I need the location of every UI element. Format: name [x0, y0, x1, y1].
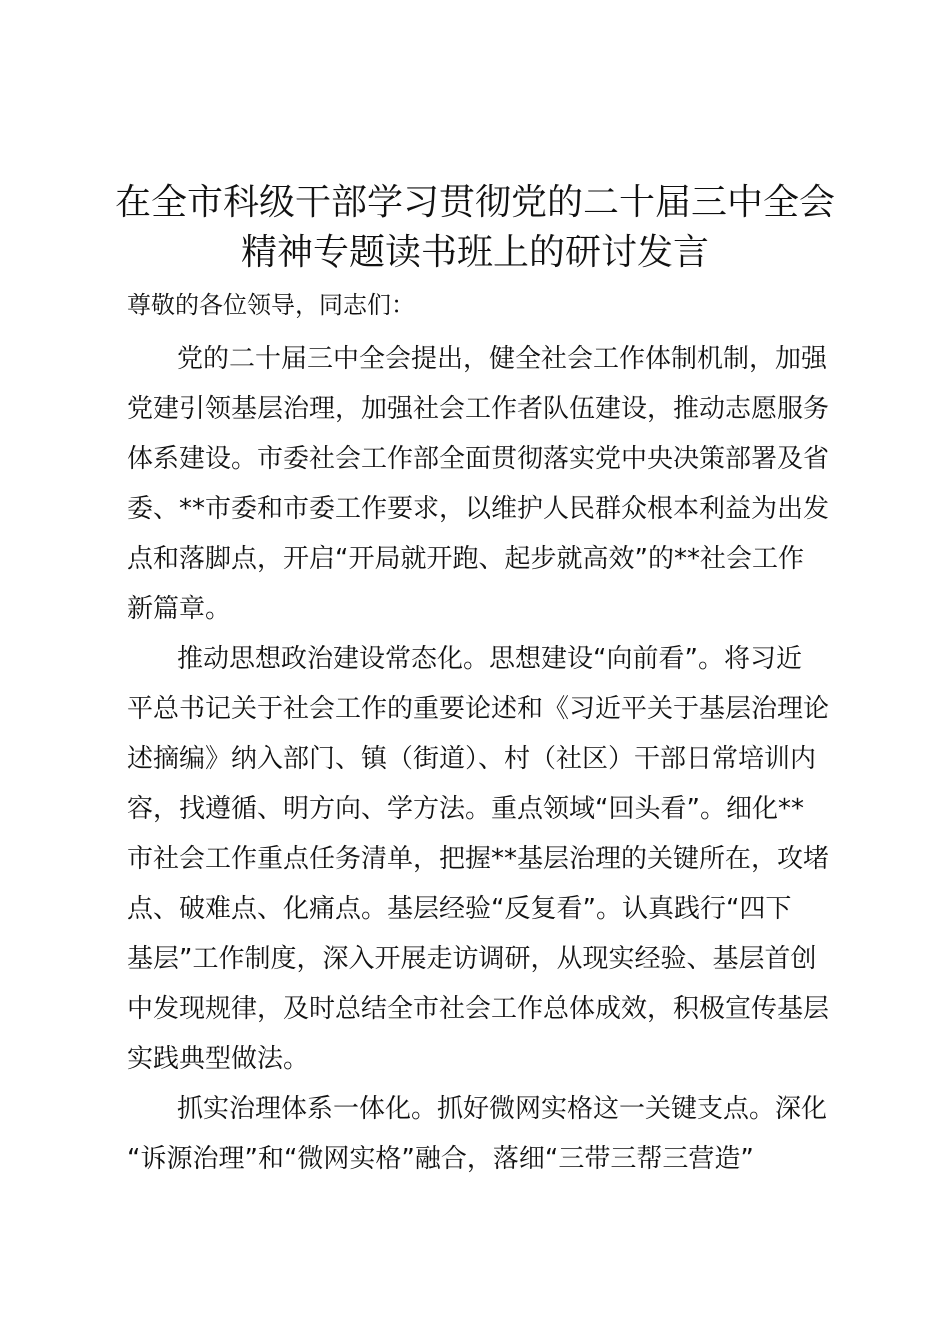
text-line: 点、破难点、化痛点。基层经验“反复看”。认真践行“四下 [127, 894, 792, 924]
text-line: 党建引领基层治理，加强社会工作者队伍建设，推动志愿服务 [127, 394, 830, 424]
text-line: 党的二十届三中全会提出，健全社会工作体制机制，加强 [177, 344, 828, 374]
greeting: 尊敬的各位领导，同志们： [127, 291, 415, 319]
document-title [110, 178, 840, 278]
title-line-2: 精神专题读书班上的研讨发言 [240, 232, 709, 273]
text-line: 平总书记关于社会工作的重要论述和《习近平关于基层治理论 [127, 694, 830, 724]
text-line: 基层”工作制度，深入开展走访调研，从现实经验、基层首创 [127, 944, 817, 974]
text-line: “诉源治理”和“微网实格”融合，落细“三带三帮三营造” [127, 1144, 754, 1174]
text-line: 市社会工作重点任务清单，把握**基层治理的关键所在，攻堵 [127, 844, 830, 874]
title-line-1: 在全市科级干部学习贯彻党的二十届三中全会 [114, 182, 835, 223]
text-line: 中发现规律，及时总结全市社会工作总体成效，积极宣传基层 [127, 994, 830, 1024]
text-line: 点和落脚点，开启“开局就开跑、起步就高效”的**社会工作 [127, 544, 804, 574]
text-line: 新篇章。 [127, 594, 232, 624]
text-line: 述摘编》纳入部门、镇（街道）、村（社区）干部日常培训内 [127, 744, 817, 774]
text-line: 实践典型做法。 [127, 1044, 310, 1074]
text-line: 抓实治理体系一体化。抓好微网实格这一关键支点。深化 [177, 1094, 828, 1124]
text-line: 容，找遵循、明方向、学方法。重点领域“回头看”。细化** [127, 794, 804, 824]
document-body [127, 284, 831, 1184]
text-line: 委、**市委和市委工作要求，以维护人民群众根本利益为出发 [127, 494, 830, 524]
text-line: 推动思想政治建设常态化。思想建设“向前看”。将习近 [177, 644, 802, 674]
text-line: 体系建设。市委社会工作部全面贯彻落实党中央决策部署及省 [127, 444, 830, 474]
